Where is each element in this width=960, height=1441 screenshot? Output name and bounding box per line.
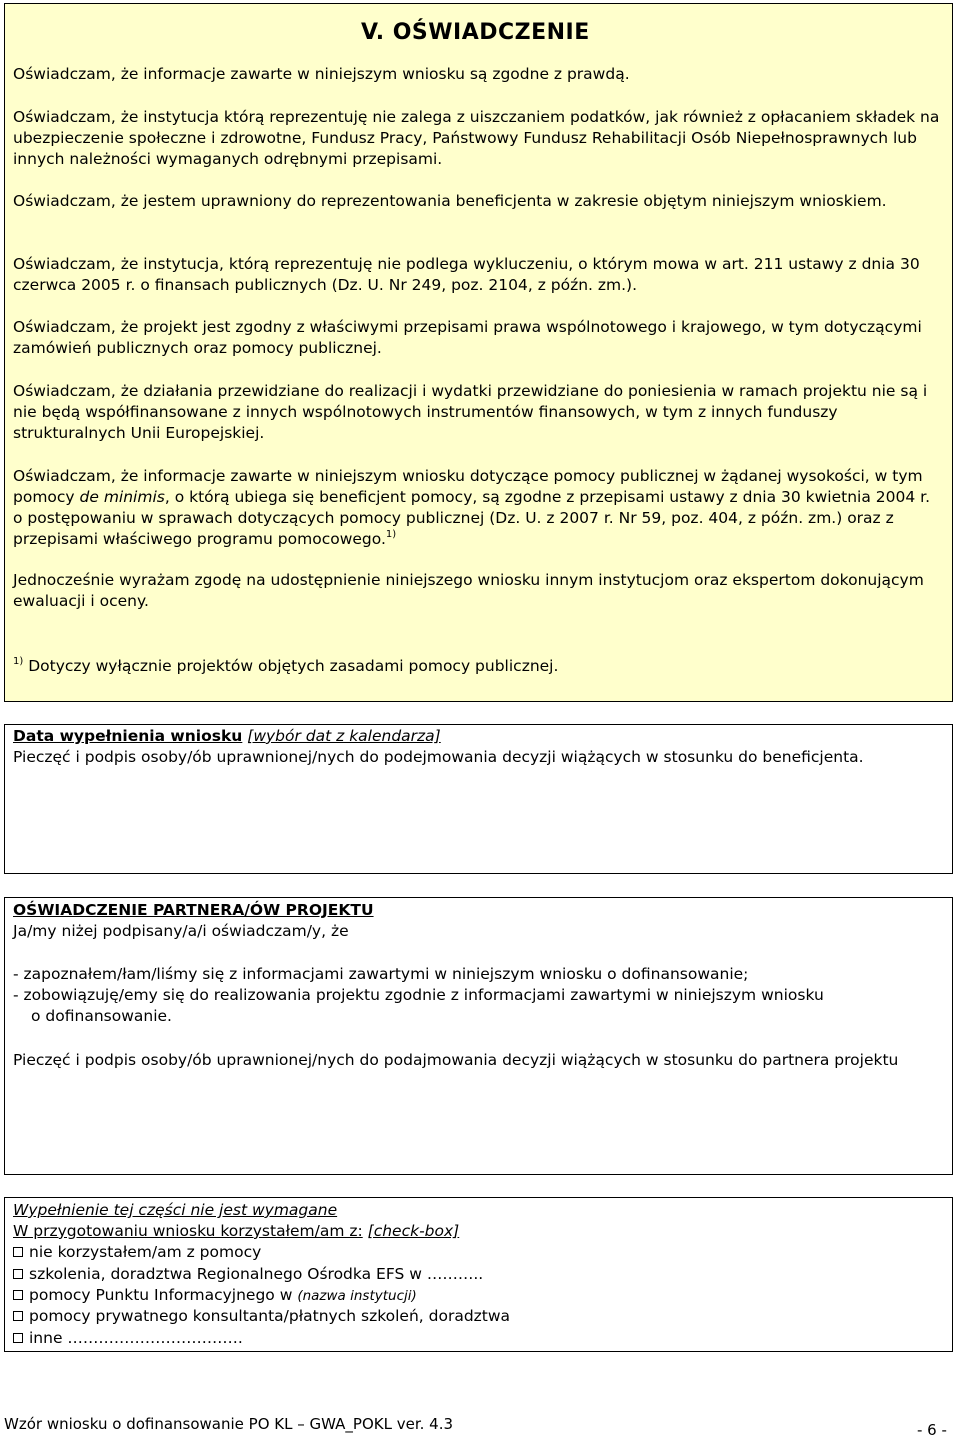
declaration-consent: Jednocześnie wyrażam zgodę na udostępnienie niniejszego wniosku innym instytucjom oraz ekspertom dokonującym ewaluacji i oceny. <box>13 571 924 610</box>
option-label: szkolenia, doradztwa Regionalnego Ośrodka EFS w ……….. <box>29 1265 484 1283</box>
declaration-taxes: Oświadczam, że instytucja którą reprezentuję nie zalega z uiszczaniem podatków, jak również z opłacaniem składek na ubezpieczenie społeczne i zdrowotne, Fundusz Pracy, Państwowy Fundusz Rehabilitacji Osób Niepełnosprawnych lub innych należności wymaganych odrębnymi przepisami. <box>13 108 940 168</box>
footer-document-name: Wzór wniosku o dofinansowanie PO KL – GWA_POKL ver. 4.3 <box>4 1415 454 1433</box>
page-number: - 6 - <box>917 1421 947 1439</box>
beneficiary-stamp-label: Pieczęć i podpis osoby/ób uprawnionej/nych do podejmowania decyzji wiążących w stosunku do beneficjenta. <box>13 748 864 766</box>
declaration-exclusion: Oświadczam, że instytucja, którą reprezentuję nie podlega wykluczeniu, o którym mowa w art. 211 ustawy z dnia 30 czerwca 2005 r. o finansach publicznych (Dz. U. Nr 249, poz. 2104, z późn. zm.). <box>13 255 920 294</box>
declaration-section <box>4 3 953 702</box>
declaration-authorized: Oświadczam, że jestem uprawniony do reprezentowania beneficjenta w zakresie objętym niniejszym wnioskiem. <box>13 192 887 210</box>
public-aid-text-a: Oświadczam, że informacje zawarte w niniejszym wniosku dotyczące pomocy publicznej w żądanej wysokości, w tym pomocy <box>13 467 923 506</box>
declaration-public-aid <box>13 466 943 550</box>
declaration-truth: Oświadczam, że informacje zawarte w niniejszym wniosku są zgodne z prawdą. <box>13 65 630 83</box>
footnote-ref: 1) <box>385 529 397 540</box>
date-picker-hint[interactable]: [wybór dat z kalendarza] <box>247 727 441 745</box>
footnote-marker: 1) <box>13 656 24 667</box>
partner-title: OŚWIADCZENIE PARTNERA/ÓW PROJEKTU <box>13 901 374 919</box>
footnote <box>13 656 943 677</box>
option-no-help[interactable] <box>11 1242 941 1263</box>
prep-label: W przygotowaniu wniosku korzystałem/am z: <box>13 1222 363 1240</box>
prep-heading <box>13 1221 943 1242</box>
option-efs-training[interactable] <box>11 1264 941 1285</box>
checkbox-icon[interactable] <box>13 1311 23 1321</box>
option-label: pomocy prywatnego konsultanta/płatnych szkoleń, doradztwa <box>29 1307 511 1325</box>
option-label: inne ……………………………. <box>29 1329 243 1347</box>
declaration-compliance: Oświadczam, że projekt jest zgodny z właściwymi przepisami prawa wspólnotowego i krajowego, w tym dotyczącymi zamówień publicznych oraz pomocy publicznej. <box>13 318 922 357</box>
signature-section <box>4 724 953 874</box>
optional-note: Wypełnienie tej części nie jest wymagane <box>13 1201 338 1219</box>
option-label: pomocy Punktu Informacyjnego w <box>29 1286 298 1304</box>
prep-hint: [check-box] <box>367 1222 460 1240</box>
partner-item-commit: - zobowiązuję/emy się do realizowania projektu zgodnie z informacjami zawartymi w niniejszym wniosku <box>13 986 824 1004</box>
checkbox-icon[interactable] <box>13 1269 23 1279</box>
option-info-point[interactable] <box>11 1285 941 1307</box>
checkbox-icon[interactable] <box>13 1247 23 1257</box>
checkbox-icon[interactable] <box>13 1333 23 1343</box>
partner-item-commit-cont: o dofinansowanie. <box>31 1007 172 1025</box>
partner-section <box>4 897 953 1175</box>
option-label-hint: (nazwa instytucji) <box>297 1288 417 1304</box>
option-other[interactable] <box>11 1328 941 1349</box>
partner-intro: Ja/my niżej podpisany/a/i oświadczam/y, że <box>13 922 349 940</box>
date-row <box>13 726 943 747</box>
date-label: Data wypełnienia wniosku <box>13 727 243 745</box>
partner-stamp-label: Pieczęć i podpis osoby/ób uprawnionej/nych do podajmowania decyzji wiążących w stosunku do partnera projektu <box>13 1051 899 1069</box>
checkbox-icon[interactable] <box>13 1290 23 1300</box>
preparation-help-section <box>4 1197 953 1352</box>
public-aid-text-b: , o którą ubiega się beneficjent pomocy, są zgodne z przepisami ustawy z dnia 30 kwietnia 2004 r. o postępowaniu w sprawach dotyczących pomocy publicznej (Dz. U. z 2007 r. Nr 59, poz. 404, z późn. zm.) oraz z przepisami właściwego programu pomocowego. <box>13 488 931 548</box>
option-consultant[interactable] <box>11 1306 941 1327</box>
partner-item-informed: - zapoznałem/łam/liśmy się z informacjami zawartymi w niniejszym wniosku o dofinansowanie; <box>13 965 749 983</box>
footnote-text: Dotyczy wyłącznie projektów objętych zasadami pomocy publicznej. <box>23 657 559 675</box>
public-aid-de-minimis: de minimis <box>79 488 165 506</box>
section-title: V. OŚWIADCZENIE <box>361 20 590 45</box>
option-label: nie korzystałem/am z pomocy <box>29 1243 262 1261</box>
declaration-cofinancing: Oświadczam, że działania przewidziane do realizacji i wydatki przewidziane do poniesienia w ramach projektu nie są i nie będą współfinansowane z innych wspólnotowych instrumentów finansowych, w tym z innych funduszy strukturalnych Unii Europejskiej. <box>13 382 928 442</box>
